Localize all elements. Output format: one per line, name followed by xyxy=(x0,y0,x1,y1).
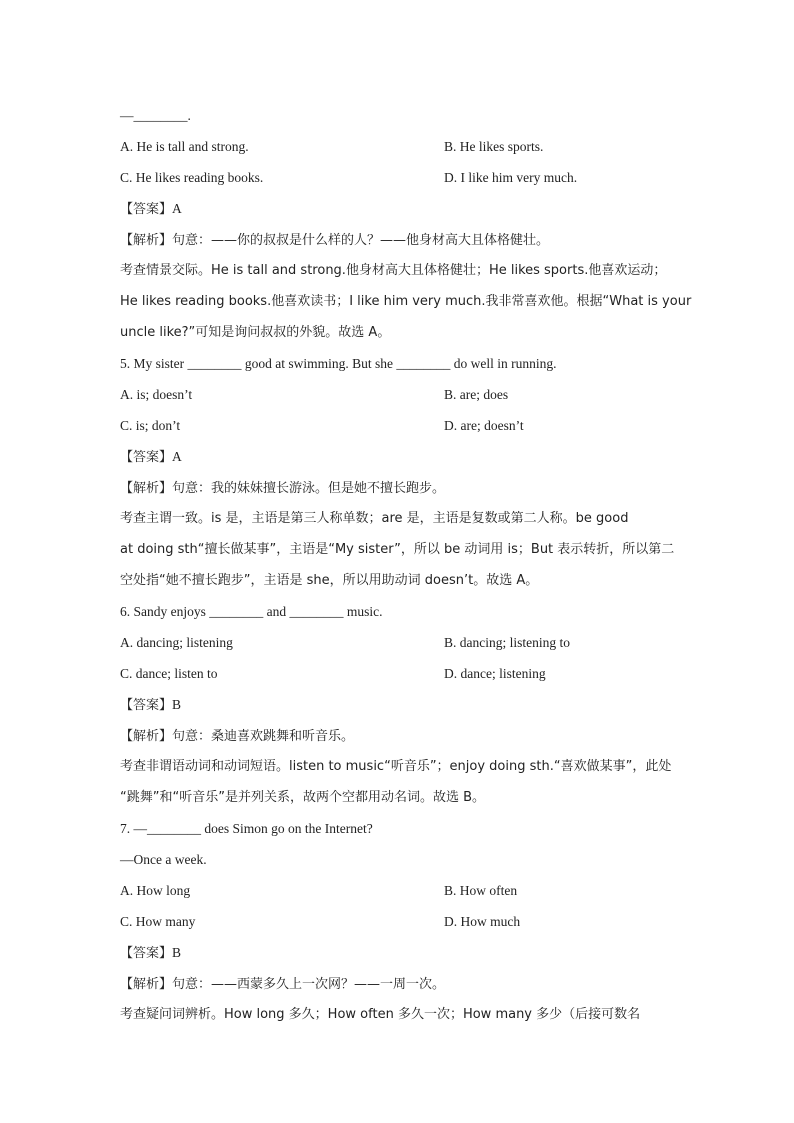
q5-stem: 5. My sister ________ good at swimming. But she ________ do well in running. xyxy=(120,356,557,371)
document-page xyxy=(120,100,692,1030)
analysis-text: 句意：桑迪喜欢跳舞和听音乐。 xyxy=(172,729,355,744)
q4-option-d: D. I like him very much. xyxy=(444,170,578,185)
answer-value: B xyxy=(172,945,182,960)
q7-option-c: C. How many xyxy=(120,914,196,929)
answer-value: A xyxy=(172,449,182,464)
q7-options-row-1 xyxy=(120,875,680,906)
q5-option-a: A. is; doesn’t xyxy=(120,387,193,402)
q4-options-row-1 xyxy=(120,131,680,162)
q7-stem: 7. —________ does Simon go on the Internet? xyxy=(120,821,373,836)
q5-option-d: D. are; doesn’t xyxy=(444,418,524,433)
q6-analysis-2: 考查非谓语动词和动词短语。listen to music“听音乐”；enjoy doing sth.“喜欢做某事”，此处 xyxy=(120,759,672,774)
q7-answer xyxy=(120,937,680,968)
q4-option-a: A. He is tall and strong. xyxy=(120,139,249,154)
q7-option-b: B. How often xyxy=(444,883,518,898)
q5-option-b: B. are; does xyxy=(444,387,509,402)
q5-option-c: C. is; don’t xyxy=(120,418,181,433)
q5-answer xyxy=(120,441,680,472)
q7-analysis-1 xyxy=(120,968,680,999)
answer-tag: 【答案】 xyxy=(120,202,173,217)
q6-stem: 6. Sandy enjoys ________ and ________ music. xyxy=(120,604,383,619)
q7-reply: —Once a week. xyxy=(120,852,207,867)
q6-option-d: D. dance; listening xyxy=(444,666,546,681)
q6-analysis-3: “跳舞”和“听音乐”是并列关系，故两个空都用动名词。故选 B。 xyxy=(120,790,485,805)
q6-answer xyxy=(120,689,680,720)
answer-tag: 【答案】 xyxy=(120,450,173,465)
analysis-tag: 【解析】 xyxy=(120,233,173,248)
q6-option-b: B. dancing; listening to xyxy=(444,635,570,650)
q4-options-row-2 xyxy=(120,162,680,193)
analysis-tag: 【解析】 xyxy=(120,977,173,992)
q5-analysis-1 xyxy=(120,472,680,503)
q7-option-d: D. How much xyxy=(444,914,521,929)
q6-option-c: C. dance; listen to xyxy=(120,666,218,681)
q6-options-row-2 xyxy=(120,658,680,689)
q7-analysis-2: 考查疑问词辨析。How long 多久；How often 多久一次；How many 多少（后接可数名 xyxy=(120,1007,641,1022)
answer-value: B xyxy=(172,697,182,712)
analysis-tag: 【解析】 xyxy=(120,729,173,744)
q5-analysis-4: 空处指“她不擅长跑步”，主语是 she，所以用助动词 doesn’t。故选 A。 xyxy=(120,573,539,588)
q4-option-c: C. He likes reading books. xyxy=(120,170,264,185)
q7-option-a: A. How long xyxy=(120,883,191,898)
analysis-text: 句意：——你的叔叔是什么样的人？——他身材高大且体格健壮。 xyxy=(172,233,550,248)
q4-analysis-1 xyxy=(120,224,680,255)
analysis-text: 句意：——西蒙多久上一次网？——一周一次。 xyxy=(172,977,446,992)
answer-tag: 【答案】 xyxy=(120,698,173,713)
q5-options-row-1 xyxy=(120,379,680,410)
q6-option-a: A. dancing; listening xyxy=(120,635,233,650)
q5-analysis-2: 考查主谓一致。is 是，主语是第三人称单数；are 是，主语是复数或第二人称。be good xyxy=(120,511,629,526)
q6-options-row-1 xyxy=(120,627,680,658)
answer-value: A xyxy=(172,201,182,216)
q7-options-row-2 xyxy=(120,906,680,937)
q4-analysis-4: uncle like?”可知是询问叔叔的外貌。故选 A。 xyxy=(120,325,391,340)
q4-option-b: B. He likes sports. xyxy=(444,139,544,154)
q5-analysis-3: at doing sth“擅长做某事”，主语是“My sister”，所以 be 动词用 is；But 表示转折，所以第二 xyxy=(120,542,675,557)
q5-options-row-2 xyxy=(120,410,680,441)
answer-tag: 【答案】 xyxy=(120,946,173,961)
analysis-tag: 【解析】 xyxy=(120,481,173,496)
q6-analysis-1 xyxy=(120,720,680,751)
q4-answer xyxy=(120,193,680,224)
analysis-text: 句意：我的妹妹擅长游泳。但是她不擅长跑步。 xyxy=(172,481,446,496)
q4-analysis-3: He likes reading books.他喜欢读书；I like him very much.我非常喜欢他。根据“What is your xyxy=(120,294,692,309)
q4-stem-tail: —________. xyxy=(120,108,191,123)
q4-analysis-2: 考查情景交际。He is tall and strong.他身材高大且体格健壮；He likes sports.他喜欢运动； xyxy=(120,263,667,278)
